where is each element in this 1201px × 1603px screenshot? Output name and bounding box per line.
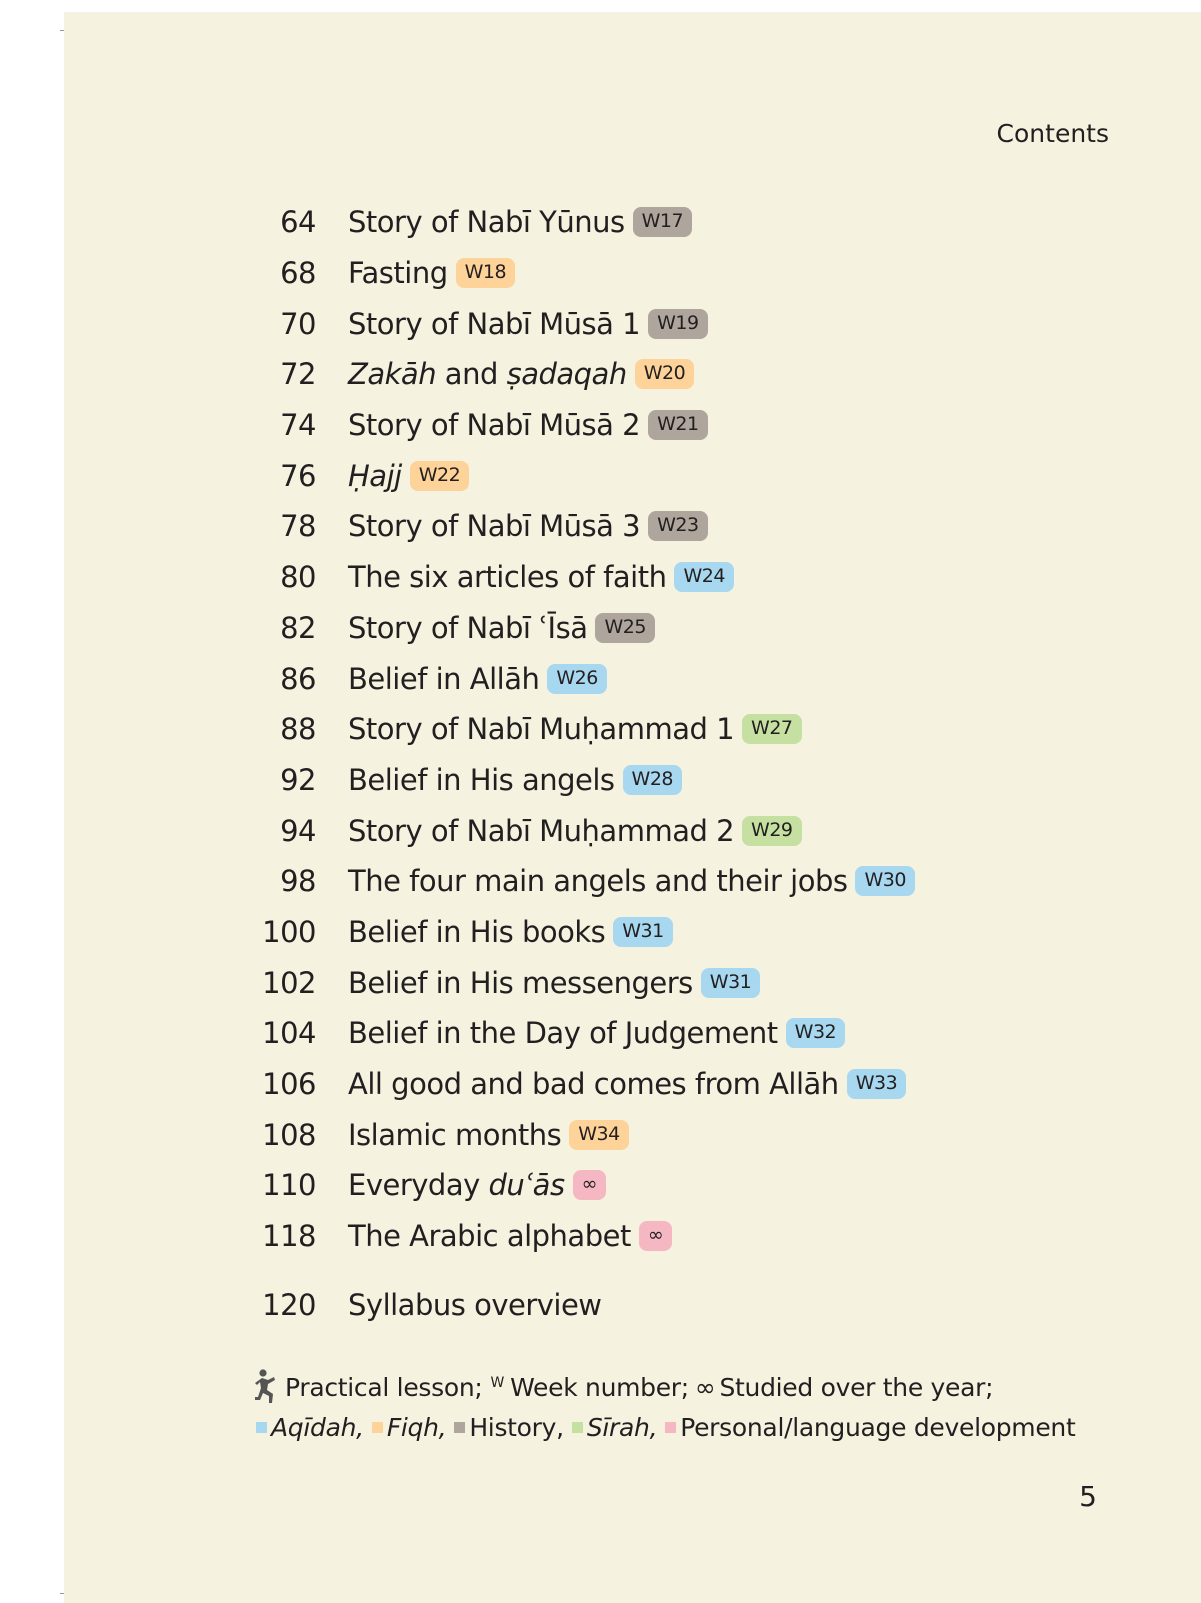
infinity-badge: ∞ [639, 1221, 672, 1251]
toc-title: Belief in His books W31 [348, 915, 673, 949]
toc-title: Story of Nabī Muḥammad 2 W29 [348, 814, 802, 848]
toc-title: Belief in His messengers W31 [348, 966, 760, 1000]
week-badge: W24 [674, 562, 733, 592]
week-badge: W29 [742, 816, 801, 846]
toc-title: Story of Nabī Muḥammad 1 W27 [348, 712, 802, 746]
toc-page-number: 74 [280, 408, 316, 443]
week-badge: W28 [623, 765, 682, 795]
week-badge: W34 [569, 1120, 628, 1150]
aqidah-swatch [256, 1422, 267, 1433]
week-badge: W33 [847, 1069, 906, 1099]
toc-title: Story of Nabī Mūsā 2 W21 [348, 408, 708, 442]
toc-title: Belief in the Day of Judgement W32 [348, 1016, 845, 1050]
week-badge: W18 [456, 258, 515, 288]
page-title: Contents [996, 119, 1109, 148]
toc-page-number: 98 [280, 864, 316, 899]
toc-title: The four main angels and their jobs W30 [348, 864, 915, 898]
toc-row[interactable] [244, 805, 1144, 856]
toc-row[interactable] [244, 907, 1144, 958]
toc-title: Belief in His angels W28 [348, 763, 682, 797]
personal-swatch [665, 1422, 676, 1433]
week-badge: W23 [648, 511, 707, 541]
toc-row[interactable] [244, 1008, 1144, 1059]
legend-line-1: Practical lesson; W Week number; ∞ Studied over the year; [254, 1367, 1134, 1407]
toc-row[interactable] [244, 704, 1144, 755]
week-symbol: W [490, 1375, 505, 1391]
toc-row[interactable] [244, 755, 1144, 806]
toc-title: The six articles of faith W24 [348, 560, 734, 594]
toc-page-number: 110 [262, 1168, 316, 1203]
toc-title: Zakāh and ṣadaqah W20 [348, 357, 694, 391]
toc-row[interactable] [244, 1109, 1144, 1160]
toc-row[interactable] [244, 298, 1144, 349]
toc-row[interactable] [244, 1160, 1144, 1211]
toc-row[interactable] [244, 1211, 1144, 1262]
toc-page-number: 108 [262, 1117, 316, 1152]
toc-page-number: 120 [262, 1287, 316, 1322]
toc-row[interactable] [244, 349, 1144, 400]
toc-row[interactable] [244, 197, 1144, 248]
toc-page-number: 78 [280, 509, 316, 544]
toc-title: Islamic months W34 [348, 1118, 629, 1152]
toc-title: Story of Nabī Mūsā 1 W19 [348, 307, 708, 341]
week-badge: W27 [742, 714, 801, 744]
toc-page-number: 104 [262, 1016, 316, 1051]
toc-title: Syllabus overview [348, 1287, 602, 1322]
toc-row[interactable] [244, 501, 1144, 552]
week-badge: W17 [633, 207, 692, 237]
toc-title: Story of Nabī ʿĪsā W25 [348, 611, 655, 645]
week-badge: W31 [701, 968, 760, 998]
week-badge: W25 [595, 613, 654, 643]
week-badge: W21 [648, 410, 707, 440]
toc-row[interactable] [244, 400, 1144, 451]
toc-page-number: 80 [280, 560, 316, 595]
toc-row[interactable] [244, 552, 1144, 603]
toc-page-number: 102 [262, 965, 316, 1000]
week-badge: W22 [410, 461, 469, 491]
document-page [64, 12, 1201, 1603]
week-badge: W31 [613, 917, 672, 947]
toc-page-number: 86 [280, 661, 316, 696]
page-number: 5 [1079, 1480, 1097, 1513]
toc-row[interactable] [244, 450, 1144, 501]
week-badge: W26 [547, 664, 606, 694]
toc-title: Story of Nabī Mūsā 3 W23 [348, 509, 708, 543]
toc-row[interactable] [244, 957, 1144, 1008]
toc-page-number: 118 [262, 1219, 316, 1254]
fiqh-swatch [372, 1422, 383, 1433]
toc-title: Fasting W18 [348, 256, 515, 290]
toc-page-number: 64 [280, 205, 316, 240]
toc-row[interactable] [244, 1279, 1144, 1330]
toc-page-number: 88 [280, 712, 316, 747]
toc-title: Story of Nabī Yūnus W17 [348, 205, 692, 239]
toc-row[interactable] [244, 248, 1144, 299]
toc-row[interactable] [244, 653, 1144, 704]
toc-page-number: 92 [280, 762, 316, 797]
sirah-swatch [572, 1422, 583, 1433]
running-person-icon [254, 1369, 282, 1405]
toc-page-number: 76 [280, 458, 316, 493]
toc-row[interactable] [244, 1059, 1144, 1110]
toc-page-number: 100 [262, 914, 316, 949]
toc-page-number: 72 [280, 357, 316, 392]
week-badge: W19 [648, 309, 707, 339]
week-badge: W32 [786, 1018, 845, 1048]
week-badge: W20 [635, 359, 694, 389]
week-badge: W30 [855, 866, 914, 896]
toc-title: Ḥajj W22 [348, 459, 469, 493]
toc-row[interactable] [244, 856, 1144, 907]
legend-line-2: Aqīdah, Fiqh, History, Sīrah, Personal/language development [254, 1407, 1134, 1447]
toc-title: All good and bad comes from Allāh W33 [348, 1067, 906, 1101]
toc-page-number: 68 [280, 256, 316, 291]
toc-page-number: 94 [280, 813, 316, 848]
toc-page-number: 82 [280, 610, 316, 645]
history-swatch [454, 1422, 465, 1433]
infinity-badge: ∞ [573, 1170, 606, 1200]
infinity-symbol: ∞ [694, 1372, 716, 1402]
toc-page-number: 70 [280, 306, 316, 341]
table-of-contents [244, 197, 1144, 1330]
toc-title: The Arabic alphabet ∞ [348, 1219, 672, 1253]
legend [254, 1367, 1134, 1447]
toc-row[interactable] [244, 603, 1144, 654]
toc-title: Belief in Allāh W26 [348, 662, 607, 696]
toc-title: Everyday duʿās ∞ [348, 1168, 606, 1202]
toc-page-number: 106 [262, 1067, 316, 1102]
